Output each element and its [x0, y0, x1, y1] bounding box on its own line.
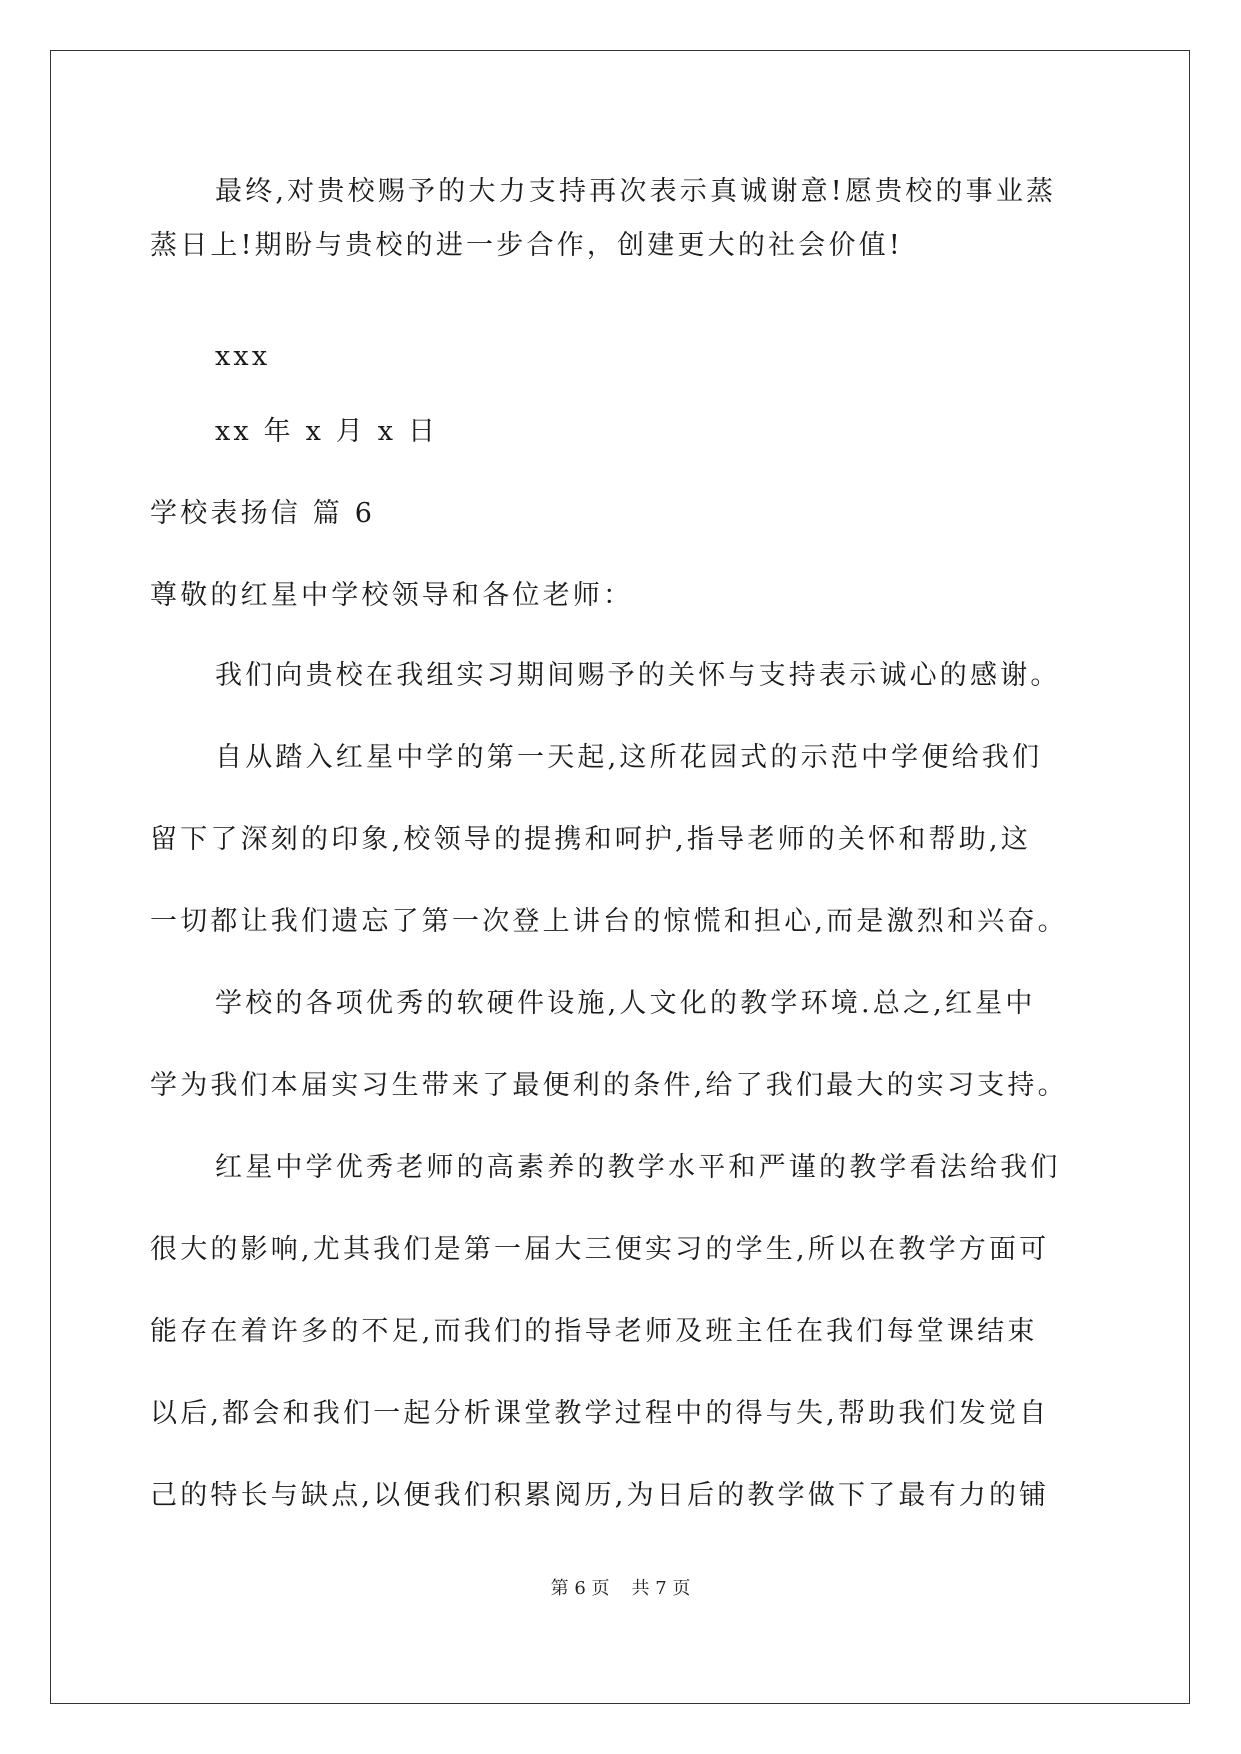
paragraph-line: 最终,对贵校赐予的大力支持再次表示真诚谢意!愿贵校的事业蒸 [215, 176, 1057, 207]
paragraph-line: 红星中学优秀老师的高素养的教学水平和严谨的教学看法给我们 [215, 1152, 1061, 1183]
paragraph-line: 我们向贵校在我组实习期间赐予的关怀与支持表示诚心的感谢。 [215, 660, 1061, 691]
paragraph-line: 学为我们本届实习生带来了最便利的条件,给了我们最大的实习支持。 [150, 1070, 1068, 1101]
paragraph-line: 以后,都会和我们一起分析课堂教学过程中的得与失,帮助我们发觉自 [150, 1398, 1050, 1429]
paragraph-line: 能存在着许多的不足,而我们的指导老师及班主任在我们每堂课结束 [150, 1316, 1038, 1347]
letter-salutation: 尊敬的红星中学校领导和各位老师： [150, 580, 634, 611]
section-heading: 学校表扬信 篇 6 [150, 498, 376, 529]
paragraph-line: 己的特长与缺点,以便我们积累阅历,为日后的教学做下了最有力的铺 [150, 1480, 1050, 1511]
signature-name: xxx [215, 341, 271, 372]
signature-date: xx 年 x 月 x 日 [215, 416, 439, 447]
paragraph-line: 很大的影响,尤其我们是第一届大三便实习的学生,所以在教学方面可 [150, 1234, 1050, 1265]
page-border [50, 50, 1190, 1704]
page-number: 第 6 页 [550, 1578, 610, 1599]
paragraph-line: 自从踏入红星中学的第一天起,这所花园式的示范中学便给我们 [215, 742, 1043, 773]
paragraph-line: 一切都让我们遗忘了第一次登上讲台的惊慌和担心,而是激烈和兴奋。 [150, 906, 1068, 937]
page-footer [0, 1577, 1241, 1601]
paragraph-line: 蒸日上!期盼与贵校的进一步合作，创建更大的社会价值! [150, 230, 903, 261]
paragraph-line: 学校的各项优秀的软硬件设施,人文化的教学环境.总之,红星中 [215, 988, 1036, 1019]
page-total: 共 7 页 [631, 1578, 691, 1599]
paragraph-line: 留下了深刻的印象,校领导的提携和呵护,指导老师的关怀和帮助,这 [150, 824, 1031, 855]
